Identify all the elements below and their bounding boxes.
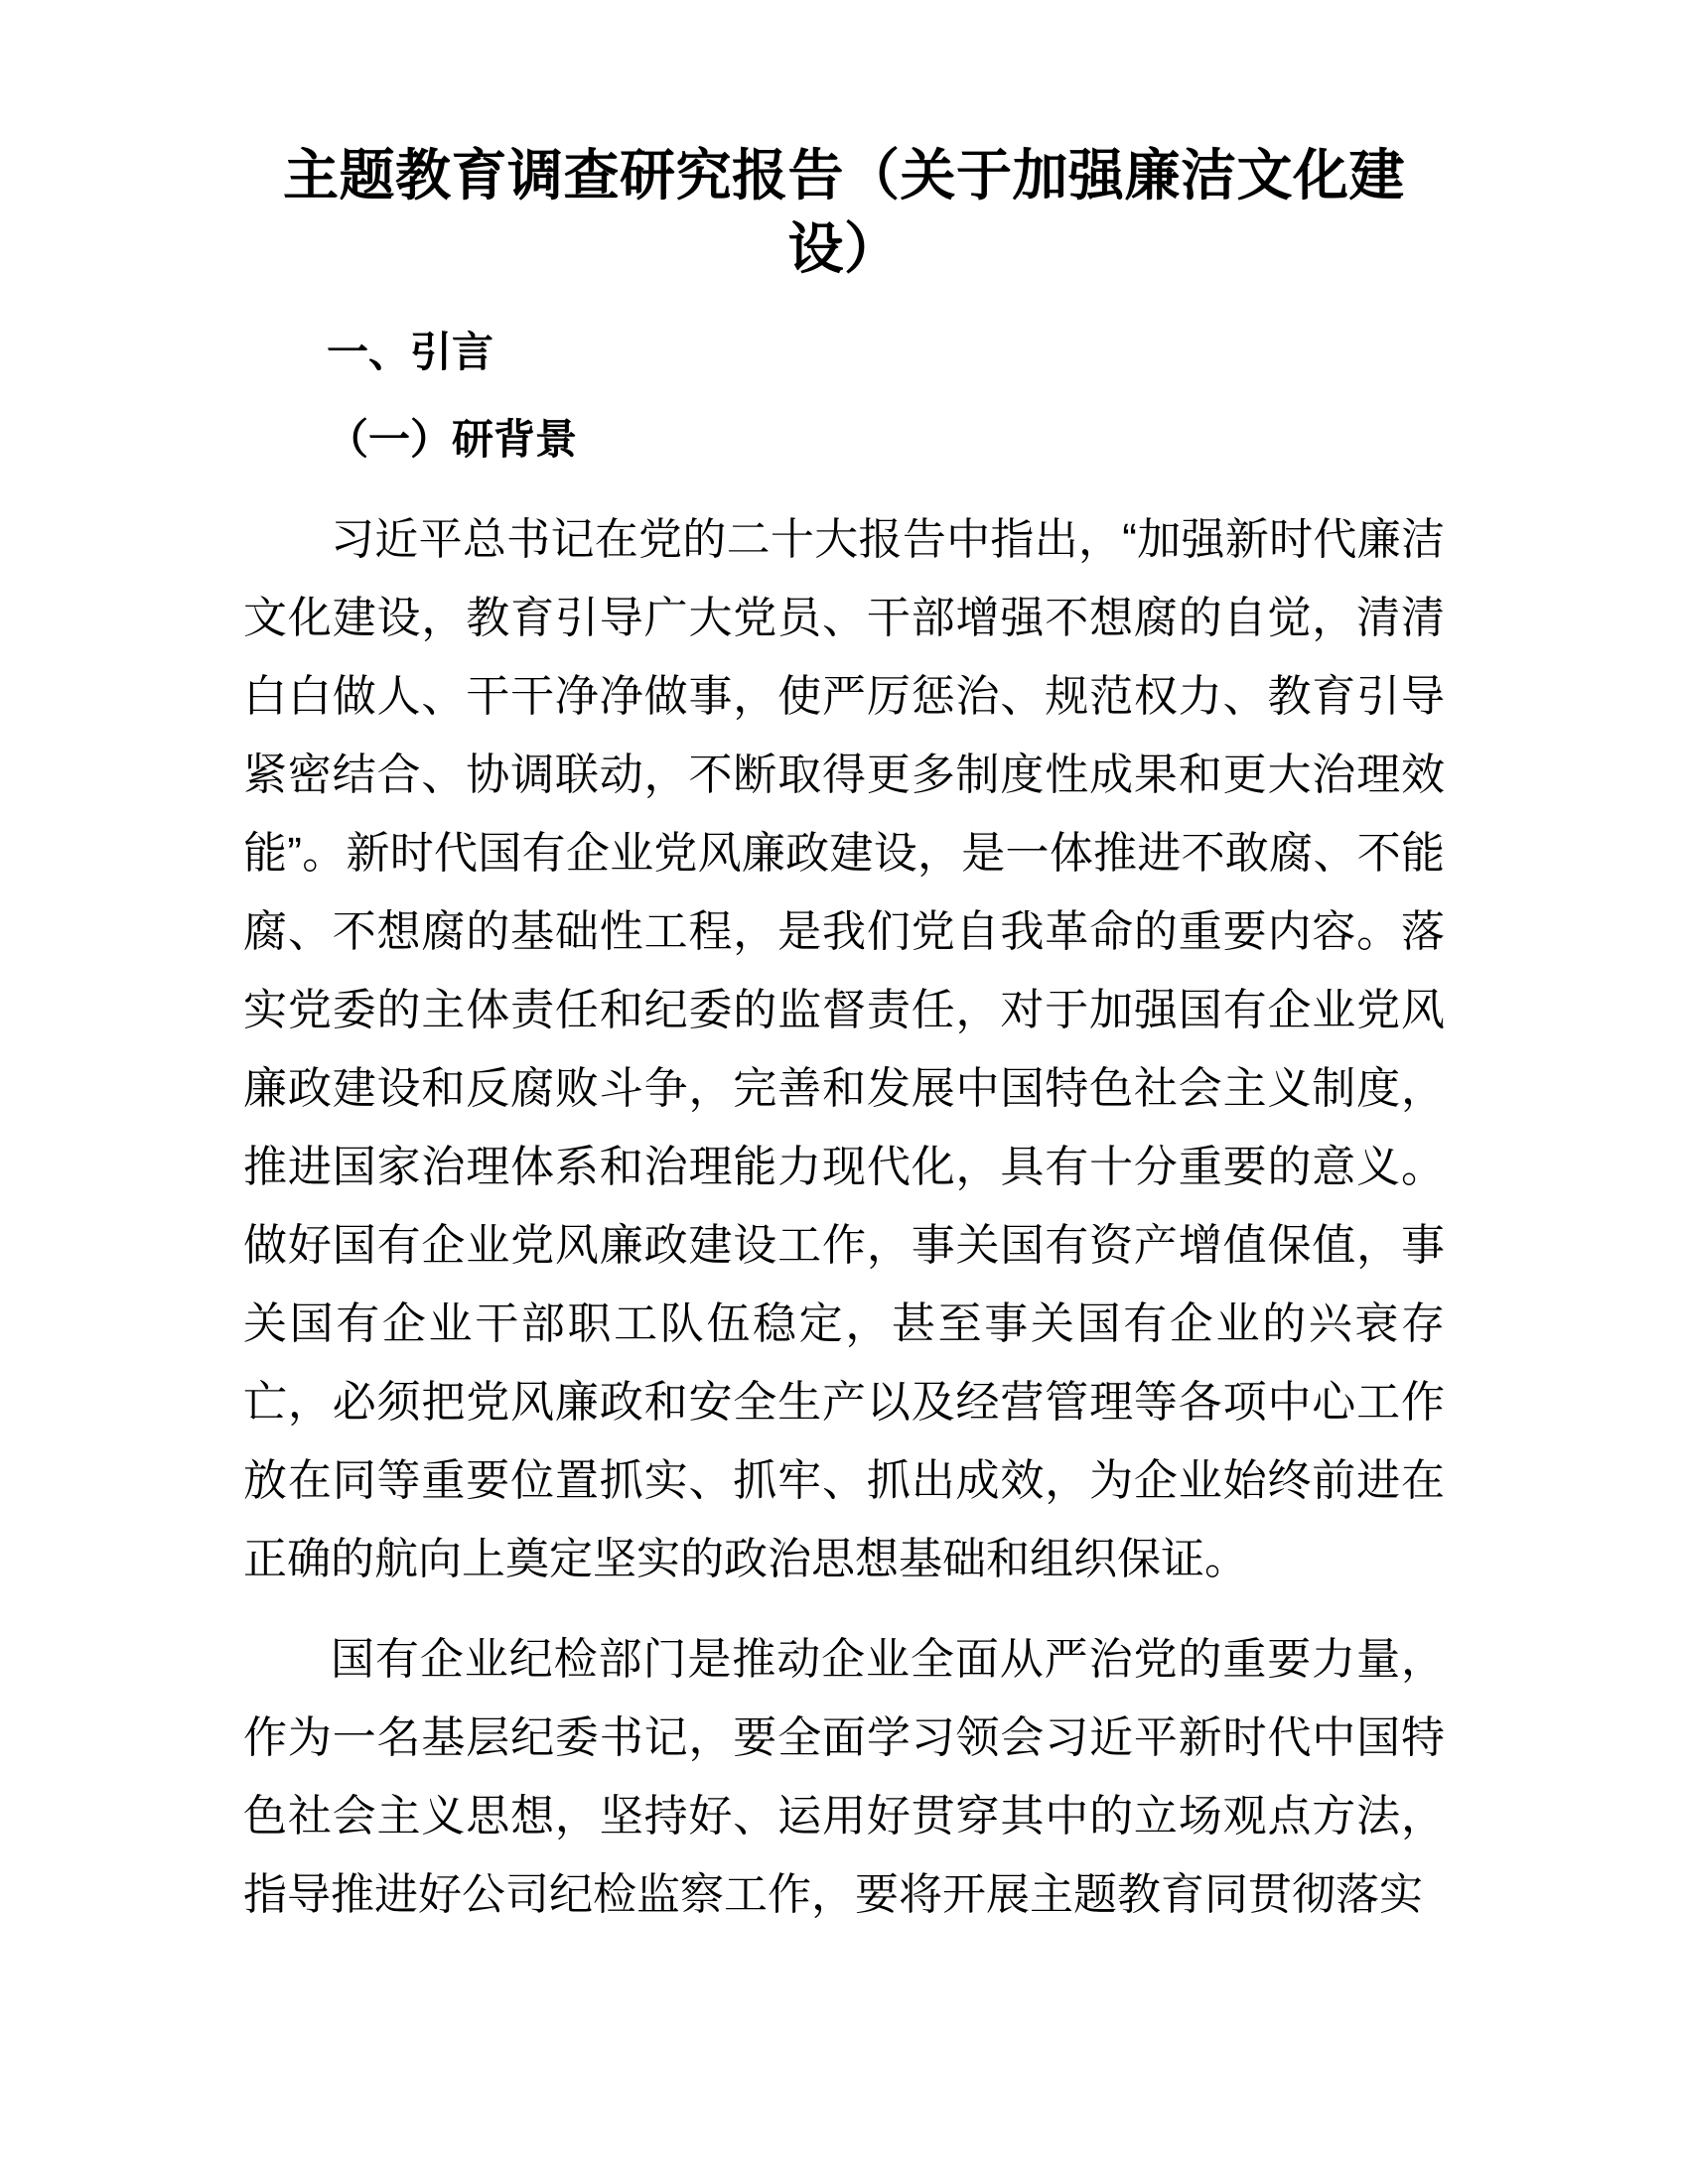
subsection-heading-research-background: （一）研背景	[327, 416, 578, 463]
body-paragraph-1: 习近平总书记在党的二十大报告中指出，“加强新时代廉洁文化建设，教育引导广大党员、干部增强不想腐的自觉，清清白白做人、干干净净做事，使严厉惩治、规范权力、教育引导紧密结合、协调联动，不断取得更多制度性成果和更大治理效能”。新时代国有企业党风廉政建设，是一体推进不敢腐、不能腐、不想腐的基础性工程，是我们党自我革命的重要内容。落实党委的主体责任和纪委的监督责任，对于加强国有企业党风廉政建设和反腐败斗争，完善和发展中国特色社会主义制度，推进国家治理体系和治理能力现代化，具有十分重要的意义。做好国有企业党风廉政建设工作，事关国有资产增值保值，事关国有企业干部职工队伍稳定，甚至事关国有企业的兴衰存亡，必须把党风廉政和安全生产以及经营管理等各项中心工作放在同等重要位置抓实、抓牢、抓出成效，为企业始终前进在正确的航向上奠定坚实的政治思想基础和组织保证。	[243, 515, 1445, 1583]
page-title: 主题教育调查研究报告（关于加强廉洁文化建设）	[283, 144, 1405, 280]
section-heading-introduction: 一、引言	[327, 329, 494, 375]
document-body	[243, 139, 1445, 1934]
body-paragraph-2: 国有企业纪检部门是推动企业全面从严治党的重要力量，作为一名基层纪委书记，要全面学习领会习近平新时代中国特色社会主义思想，坚持好、运用好贯穿其中的立场观点方法，指导推进好公司纪检监察工作，要将开展主题教育同贯彻落实	[243, 1635, 1445, 1919]
